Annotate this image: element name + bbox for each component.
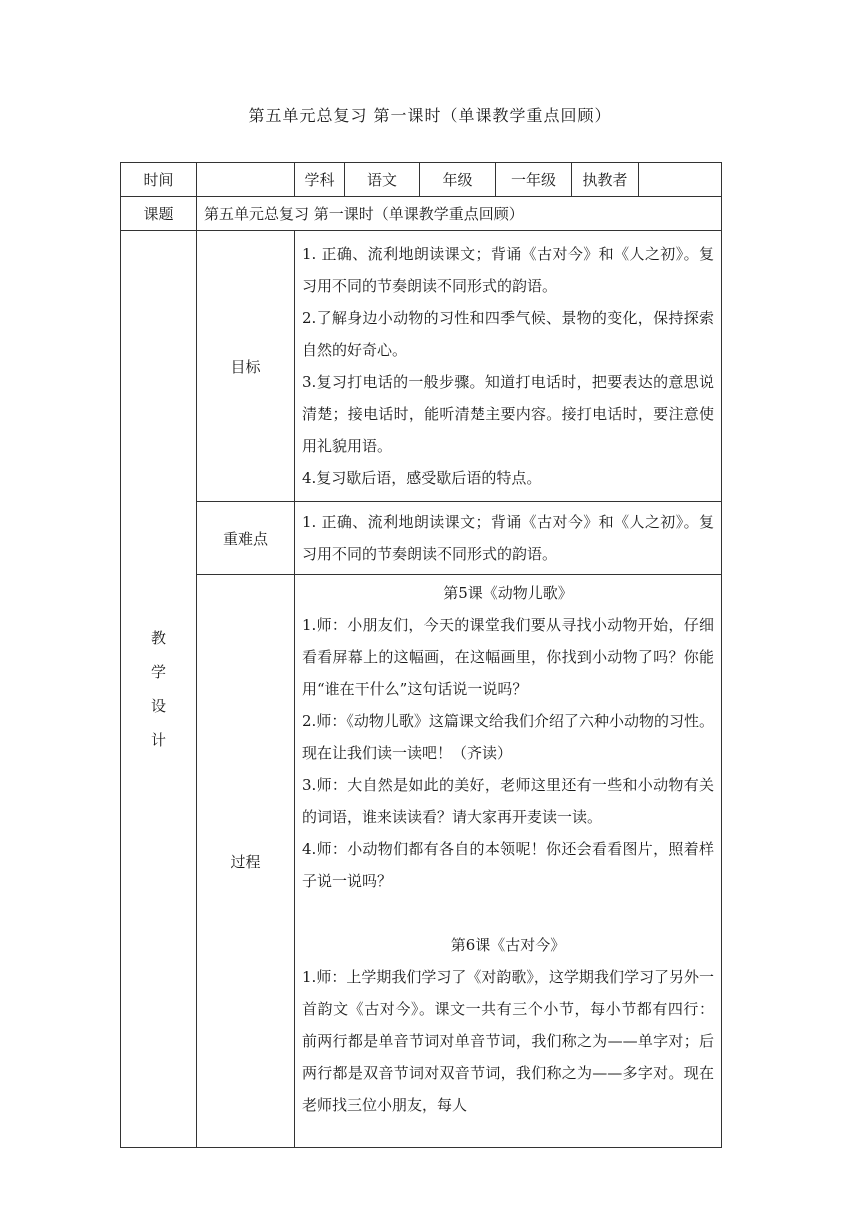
key-points-content [295,502,722,575]
teaching-design-char: 学 [150,663,166,681]
topic-value: 第五单元总复习 第一课时（单课教学重点回顾） [197,197,722,231]
process-row [121,575,722,1148]
topic-label: 课题 [121,197,197,231]
lesson6-title: 第6课《古对今》 [450,936,566,954]
teacher-label: 执教者 [572,163,639,197]
lesson-plan-table [120,162,722,1148]
lesson5-item: 4.师：小动物们都有各自的本领呢！你还会看看图片，照着样子说一说吗？ [302,840,714,890]
teaching-design-label [121,231,197,1148]
header-row [121,163,722,197]
grade-value: 一年级 [496,163,572,197]
key-points-label: 重难点 [197,502,295,575]
process-label: 过程 [197,575,295,1148]
topic-row [121,197,722,231]
document-title: 第五单元总复习 第一课时（单课教学重点回顾） [248,106,612,125]
goal-item: 4.复习歇后语，感受歇后语的特点。 [302,469,542,487]
time-label: 时间 [121,163,197,197]
teacher-value [639,163,722,197]
time-value [197,163,295,197]
goal-item: 1. 正确、流利地朗读课文；背诵《古对今》和《人之初》。复习用不同的节奏朗读不同形式的韵语。 [302,245,714,295]
grade-label: 年级 [420,163,496,197]
key-point-item: 1. 正确、流利地朗读课文；背诵《古对今》和《人之初》。复习用不同的节奏朗读不同形式的韵语。 [302,513,714,563]
subject-value: 语文 [345,163,420,197]
goals-content [295,231,722,502]
key-points-row [121,502,722,575]
teaching-design-char: 计 [150,731,166,749]
lesson5-item: 3.师：大自然是如此的美好，老师这里还有一些和小动物有关的词语，谁来读读看？请大家再开麦读一读。 [302,776,714,826]
goals-label: 目标 [197,231,295,502]
blank-line [302,897,714,929]
lesson5-item: 1.师：小朋友们，今天的课堂我们要从寻找小动物开始，仔细看看屏幕上的这幅画，在这幅画里，你找到小动物了吗？你能用“谁在干什么”这句话说一说吗？ [302,616,714,698]
lesson6-item: 1.师：上学期我们学习了《对韵歌》，这学期我们学习了另外一首韵文《古对今》。课文一共有三个小节，每小节都有四行：前两行都是单音节词对单音节词，我们称之为——单字对；后两行都是双音节词对双音节词，我们称之为——多字对。现在老师找三位小朋友，每人 [302,968,714,1114]
teaching-design-char: 教 [150,629,166,647]
subject-label: 学科 [295,163,345,197]
lesson5-item: 2.师：《动物儿歌》这篇课文给我们介绍了六种小动物的习性。现在让我们读一读吧！（齐读） [302,712,714,762]
lesson5-title: 第5课《动物儿歌》 [443,584,573,602]
goal-item: 3.复习打电话的一般步骤。知道打电话时，把要表达的意思说清楚；接电话时，能听清楚主要内容。接打电话时，要注意使用礼貌用语。 [302,373,714,455]
process-content [295,575,722,1148]
goals-row [121,231,722,502]
goal-item: 2.了解身边小动物的习性和四季气候、景物的变化，保持探索自然的好奇心。 [302,309,714,359]
teaching-design-char: 设 [150,697,166,715]
